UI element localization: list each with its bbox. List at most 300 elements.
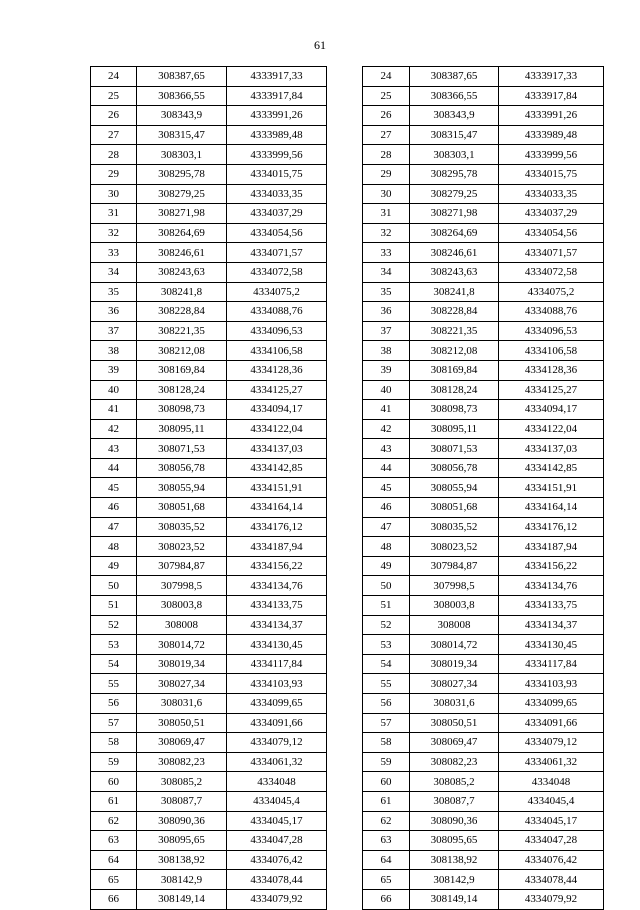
table-row <box>91 125 327 145</box>
y-coordinate-cell: 4334187,94 <box>499 537 604 557</box>
y-coordinate-cell: 4334133,75 <box>499 596 604 616</box>
point-number-cell: 24 <box>91 67 137 87</box>
y-coordinate-cell: 4333989,48 <box>227 125 327 145</box>
x-coordinate-cell: 308212,08 <box>137 341 227 361</box>
point-number-cell: 45 <box>363 478 410 498</box>
x-coordinate-cell: 307984,87 <box>137 556 227 576</box>
point-number-cell: 31 <box>91 204 137 224</box>
y-coordinate-cell: 4334125,27 <box>499 380 604 400</box>
table-row <box>363 733 604 753</box>
table-row <box>91 733 327 753</box>
table-row <box>363 282 604 302</box>
table-row <box>363 164 604 184</box>
x-coordinate-cell: 308243,63 <box>137 262 227 282</box>
point-number-cell: 55 <box>363 674 410 694</box>
x-coordinate-cell: 308090,36 <box>137 811 227 831</box>
x-coordinate-cell: 308095,11 <box>410 419 499 439</box>
point-number-cell: 50 <box>363 576 410 596</box>
table-body-left <box>91 67 327 910</box>
y-coordinate-cell: 4334037,29 <box>499 204 604 224</box>
point-number-cell: 49 <box>363 556 410 576</box>
y-coordinate-cell: 4334125,27 <box>227 380 327 400</box>
x-coordinate-cell: 308008 <box>410 615 499 635</box>
y-coordinate-cell: 4333917,84 <box>227 86 327 106</box>
table-row <box>91 635 327 655</box>
x-coordinate-cell: 308149,14 <box>137 889 227 909</box>
y-coordinate-cell: 4334075,2 <box>227 282 327 302</box>
table-body-right <box>363 67 604 910</box>
y-coordinate-cell: 4334134,37 <box>499 615 604 635</box>
x-coordinate-cell: 308221,35 <box>410 321 499 341</box>
point-number-cell: 25 <box>363 86 410 106</box>
y-coordinate-cell: 4334079,12 <box>499 733 604 753</box>
table-row <box>363 537 604 557</box>
x-coordinate-cell: 308315,47 <box>137 125 227 145</box>
table-row <box>91 772 327 792</box>
table-row <box>363 106 604 126</box>
x-coordinate-cell: 308014,72 <box>410 635 499 655</box>
point-number-cell: 52 <box>91 615 137 635</box>
table-row <box>91 419 327 439</box>
y-coordinate-cell: 4334130,45 <box>499 635 604 655</box>
point-number-cell: 64 <box>363 850 410 870</box>
point-number-cell: 43 <box>91 439 137 459</box>
y-coordinate-cell: 4334103,93 <box>227 674 327 694</box>
point-number-cell: 35 <box>363 282 410 302</box>
x-coordinate-cell: 308069,47 <box>137 733 227 753</box>
x-coordinate-cell: 308295,78 <box>410 164 499 184</box>
y-coordinate-cell: 4334156,22 <box>227 556 327 576</box>
y-coordinate-cell: 4334137,03 <box>499 439 604 459</box>
point-number-cell: 37 <box>91 321 137 341</box>
table-row <box>91 106 327 126</box>
x-coordinate-cell: 308221,35 <box>137 321 227 341</box>
table-row <box>91 889 327 909</box>
point-number-cell: 29 <box>363 164 410 184</box>
y-coordinate-cell: 4334079,12 <box>227 733 327 753</box>
y-coordinate-cell: 4334088,76 <box>227 302 327 322</box>
point-number-cell: 33 <box>363 243 410 263</box>
point-number-cell: 37 <box>363 321 410 341</box>
y-coordinate-cell: 4334076,42 <box>499 850 604 870</box>
y-coordinate-cell: 4334078,44 <box>499 870 604 890</box>
x-coordinate-cell: 308264,69 <box>137 223 227 243</box>
x-coordinate-cell: 308023,52 <box>137 537 227 557</box>
point-number-cell: 38 <box>91 341 137 361</box>
table-row <box>363 145 604 165</box>
y-coordinate-cell: 4334037,29 <box>227 204 327 224</box>
y-coordinate-cell: 4334130,45 <box>227 635 327 655</box>
y-coordinate-cell: 4334094,17 <box>499 400 604 420</box>
y-coordinate-cell: 4334045,4 <box>227 791 327 811</box>
y-coordinate-cell: 4334054,56 <box>499 223 604 243</box>
point-number-cell: 32 <box>91 223 137 243</box>
point-number-cell: 39 <box>363 360 410 380</box>
x-coordinate-cell: 308003,8 <box>137 596 227 616</box>
coordinates-table-left <box>90 66 327 910</box>
x-coordinate-cell: 308098,73 <box>137 400 227 420</box>
x-coordinate-cell: 308212,08 <box>410 341 499 361</box>
y-coordinate-cell: 4334134,37 <box>227 615 327 635</box>
table-row <box>363 811 604 831</box>
y-coordinate-cell: 4334103,93 <box>499 674 604 694</box>
table-row <box>363 635 604 655</box>
x-coordinate-cell: 308279,25 <box>137 184 227 204</box>
x-coordinate-cell: 308082,23 <box>410 752 499 772</box>
page-number: 61 <box>314 38 326 52</box>
x-coordinate-cell: 308055,94 <box>137 478 227 498</box>
x-coordinate-cell: 308243,63 <box>410 262 499 282</box>
point-number-cell: 27 <box>91 125 137 145</box>
table-row <box>91 458 327 478</box>
table-row <box>363 674 604 694</box>
point-number-cell: 64 <box>91 850 137 870</box>
table-row <box>363 850 604 870</box>
point-number-cell: 30 <box>91 184 137 204</box>
table-row <box>91 752 327 772</box>
point-number-cell: 25 <box>91 86 137 106</box>
point-number-cell: 28 <box>363 145 410 165</box>
x-coordinate-cell: 308246,61 <box>137 243 227 263</box>
point-number-cell: 59 <box>363 752 410 772</box>
table-row <box>363 713 604 733</box>
table-row <box>91 282 327 302</box>
table-row <box>363 125 604 145</box>
y-coordinate-cell: 4334045,17 <box>499 811 604 831</box>
table-row <box>363 380 604 400</box>
y-coordinate-cell: 4334151,91 <box>499 478 604 498</box>
table-row <box>91 204 327 224</box>
y-coordinate-cell: 4334106,58 <box>499 341 604 361</box>
y-coordinate-cell: 4334122,04 <box>499 419 604 439</box>
table-row <box>363 556 604 576</box>
table-row <box>91 654 327 674</box>
point-number-cell: 52 <box>363 615 410 635</box>
y-coordinate-cell: 4334117,84 <box>499 654 604 674</box>
x-coordinate-cell: 308085,2 <box>137 772 227 792</box>
y-coordinate-cell: 4334099,65 <box>499 694 604 714</box>
point-number-cell: 59 <box>91 752 137 772</box>
point-number-cell: 34 <box>91 262 137 282</box>
x-coordinate-cell: 308027,34 <box>410 674 499 694</box>
y-coordinate-cell: 4334128,36 <box>227 360 327 380</box>
point-number-cell: 41 <box>363 400 410 420</box>
y-coordinate-cell: 4334134,76 <box>499 576 604 596</box>
x-coordinate-cell: 308090,36 <box>410 811 499 831</box>
table-row <box>363 243 604 263</box>
y-coordinate-cell: 4334117,84 <box>227 654 327 674</box>
x-coordinate-cell: 308003,8 <box>410 596 499 616</box>
point-number-cell: 58 <box>363 733 410 753</box>
point-number-cell: 51 <box>91 596 137 616</box>
table-row <box>91 439 327 459</box>
x-coordinate-cell: 308051,68 <box>410 498 499 518</box>
table-row <box>91 86 327 106</box>
y-coordinate-cell: 4334048 <box>499 772 604 792</box>
y-coordinate-cell: 4333917,33 <box>227 67 327 87</box>
y-coordinate-cell: 4334076,42 <box>227 850 327 870</box>
x-coordinate-cell: 308019,34 <box>137 654 227 674</box>
y-coordinate-cell: 4334164,14 <box>227 498 327 518</box>
point-number-cell: 55 <box>91 674 137 694</box>
table-row <box>363 791 604 811</box>
table-row <box>363 223 604 243</box>
y-coordinate-cell: 4334096,53 <box>499 321 604 341</box>
y-coordinate-cell: 4334072,58 <box>227 262 327 282</box>
table-row <box>91 850 327 870</box>
y-coordinate-cell: 4334079,92 <box>227 889 327 909</box>
table-row <box>91 694 327 714</box>
point-number-cell: 47 <box>91 517 137 537</box>
point-number-cell: 57 <box>363 713 410 733</box>
point-number-cell: 26 <box>91 106 137 126</box>
point-number-cell: 39 <box>91 360 137 380</box>
table-row <box>363 184 604 204</box>
table-row <box>91 67 327 87</box>
y-coordinate-cell: 4334156,22 <box>499 556 604 576</box>
y-coordinate-cell: 4334072,58 <box>499 262 604 282</box>
point-number-cell: 24 <box>363 67 410 87</box>
x-coordinate-cell: 308095,65 <box>410 831 499 851</box>
x-coordinate-cell: 308098,73 <box>410 400 499 420</box>
y-coordinate-cell: 4333917,84 <box>499 86 604 106</box>
x-coordinate-cell: 307998,5 <box>137 576 227 596</box>
x-coordinate-cell: 308035,52 <box>137 517 227 537</box>
table-row <box>91 615 327 635</box>
x-coordinate-cell: 308056,78 <box>410 458 499 478</box>
y-coordinate-cell: 4334134,76 <box>227 576 327 596</box>
point-number-cell: 46 <box>91 498 137 518</box>
y-coordinate-cell: 4333999,56 <box>227 145 327 165</box>
table-row <box>91 400 327 420</box>
point-number-cell: 30 <box>363 184 410 204</box>
x-coordinate-cell: 308142,9 <box>137 870 227 890</box>
x-coordinate-cell: 308303,1 <box>137 145 227 165</box>
table-row <box>363 596 604 616</box>
x-coordinate-cell: 308050,51 <box>137 713 227 733</box>
x-coordinate-cell: 308087,7 <box>137 791 227 811</box>
table-row <box>363 419 604 439</box>
point-number-cell: 54 <box>363 654 410 674</box>
point-number-cell: 50 <box>91 576 137 596</box>
y-coordinate-cell: 4334075,2 <box>499 282 604 302</box>
point-number-cell: 32 <box>363 223 410 243</box>
x-coordinate-cell: 308031,6 <box>410 694 499 714</box>
point-number-cell: 42 <box>363 419 410 439</box>
table-row <box>91 674 327 694</box>
table-row <box>91 341 327 361</box>
table-row <box>91 360 327 380</box>
x-coordinate-cell: 308128,24 <box>137 380 227 400</box>
y-coordinate-cell: 4334015,75 <box>227 164 327 184</box>
x-coordinate-cell: 308023,52 <box>410 537 499 557</box>
point-number-cell: 36 <box>91 302 137 322</box>
x-coordinate-cell: 308027,34 <box>137 674 227 694</box>
table-row <box>91 517 327 537</box>
point-number-cell: 44 <box>91 458 137 478</box>
table-row <box>91 713 327 733</box>
table-row <box>363 889 604 909</box>
table-row <box>91 831 327 851</box>
table-row <box>91 262 327 282</box>
point-number-cell: 38 <box>363 341 410 361</box>
table-row <box>363 341 604 361</box>
table-row <box>363 439 604 459</box>
y-coordinate-cell: 4334176,12 <box>227 517 327 537</box>
table-row <box>91 164 327 184</box>
y-coordinate-cell: 4334061,32 <box>499 752 604 772</box>
point-number-cell: 48 <box>363 537 410 557</box>
table-row <box>91 321 327 341</box>
coordinates-table-right <box>362 66 604 910</box>
y-coordinate-cell: 4333991,26 <box>499 106 604 126</box>
y-coordinate-cell: 4334071,57 <box>499 243 604 263</box>
x-coordinate-cell: 308095,11 <box>137 419 227 439</box>
point-number-cell: 53 <box>91 635 137 655</box>
point-number-cell: 49 <box>91 556 137 576</box>
x-coordinate-cell: 308138,92 <box>137 850 227 870</box>
x-coordinate-cell: 308241,8 <box>410 282 499 302</box>
x-coordinate-cell: 308279,25 <box>410 184 499 204</box>
y-coordinate-cell: 4334128,36 <box>499 360 604 380</box>
y-coordinate-cell: 4334054,56 <box>227 223 327 243</box>
point-number-cell: 26 <box>363 106 410 126</box>
x-coordinate-cell: 308271,98 <box>137 204 227 224</box>
y-coordinate-cell: 4334176,12 <box>499 517 604 537</box>
x-coordinate-cell: 308246,61 <box>410 243 499 263</box>
y-coordinate-cell: 4334133,75 <box>227 596 327 616</box>
point-number-cell: 66 <box>363 889 410 909</box>
point-number-cell: 48 <box>91 537 137 557</box>
table-row <box>363 831 604 851</box>
point-number-cell: 35 <box>91 282 137 302</box>
x-coordinate-cell: 308303,1 <box>410 145 499 165</box>
y-coordinate-cell: 4334094,17 <box>227 400 327 420</box>
x-coordinate-cell: 308142,9 <box>410 870 499 890</box>
point-number-cell: 29 <box>91 164 137 184</box>
table-row <box>363 517 604 537</box>
x-coordinate-cell: 308128,24 <box>410 380 499 400</box>
y-coordinate-cell: 4334099,65 <box>227 694 327 714</box>
x-coordinate-cell: 308014,72 <box>137 635 227 655</box>
point-number-cell: 28 <box>91 145 137 165</box>
x-coordinate-cell: 308019,34 <box>410 654 499 674</box>
table-row <box>363 262 604 282</box>
y-coordinate-cell: 4333989,48 <box>499 125 604 145</box>
table-row <box>363 478 604 498</box>
point-number-cell: 42 <box>91 419 137 439</box>
y-coordinate-cell: 4334096,53 <box>227 321 327 341</box>
x-coordinate-cell: 308366,55 <box>410 86 499 106</box>
point-number-cell: 47 <box>363 517 410 537</box>
table-row <box>363 694 604 714</box>
y-coordinate-cell: 4334142,85 <box>499 458 604 478</box>
table-row <box>363 67 604 87</box>
point-number-cell: 56 <box>91 694 137 714</box>
x-coordinate-cell: 308387,65 <box>137 67 227 87</box>
point-number-cell: 62 <box>91 811 137 831</box>
point-number-cell: 41 <box>91 400 137 420</box>
point-number-cell: 46 <box>363 498 410 518</box>
x-coordinate-cell: 308169,84 <box>137 360 227 380</box>
x-coordinate-cell: 308008 <box>137 615 227 635</box>
x-coordinate-cell: 308071,53 <box>410 439 499 459</box>
y-coordinate-cell: 4334106,58 <box>227 341 327 361</box>
x-coordinate-cell: 308069,47 <box>410 733 499 753</box>
table-row <box>363 302 604 322</box>
point-number-cell: 57 <box>91 713 137 733</box>
y-coordinate-cell: 4334033,35 <box>499 184 604 204</box>
x-coordinate-cell: 308051,68 <box>137 498 227 518</box>
point-number-cell: 58 <box>91 733 137 753</box>
point-number-cell: 53 <box>363 635 410 655</box>
point-number-cell: 36 <box>363 302 410 322</box>
y-coordinate-cell: 4334045,4 <box>499 791 604 811</box>
point-number-cell: 60 <box>363 772 410 792</box>
point-number-cell: 63 <box>91 831 137 851</box>
point-number-cell: 62 <box>363 811 410 831</box>
y-coordinate-cell: 4334137,03 <box>227 439 327 459</box>
y-coordinate-cell: 4334047,28 <box>227 831 327 851</box>
y-coordinate-cell: 4334045,17 <box>227 811 327 831</box>
x-coordinate-cell: 308056,78 <box>137 458 227 478</box>
table-row <box>91 478 327 498</box>
point-number-cell: 51 <box>363 596 410 616</box>
table-row <box>91 380 327 400</box>
y-coordinate-cell: 4334061,32 <box>227 752 327 772</box>
point-number-cell: 61 <box>91 791 137 811</box>
point-number-cell: 65 <box>91 870 137 890</box>
y-coordinate-cell: 4334048 <box>227 772 327 792</box>
y-coordinate-cell: 4334079,92 <box>499 889 604 909</box>
y-coordinate-cell: 4334142,85 <box>227 458 327 478</box>
table-row <box>363 458 604 478</box>
x-coordinate-cell: 308071,53 <box>137 439 227 459</box>
point-number-cell: 31 <box>363 204 410 224</box>
x-coordinate-cell: 308343,9 <box>137 106 227 126</box>
table-row <box>91 145 327 165</box>
point-number-cell: 65 <box>363 870 410 890</box>
x-coordinate-cell: 308228,84 <box>410 302 499 322</box>
y-coordinate-cell: 4334078,44 <box>227 870 327 890</box>
y-coordinate-cell: 4334033,35 <box>227 184 327 204</box>
point-number-cell: 61 <box>363 791 410 811</box>
y-coordinate-cell: 4334151,91 <box>227 478 327 498</box>
x-coordinate-cell: 308264,69 <box>410 223 499 243</box>
point-number-cell: 44 <box>363 458 410 478</box>
y-coordinate-cell: 4333991,26 <box>227 106 327 126</box>
x-coordinate-cell: 308387,65 <box>410 67 499 87</box>
x-coordinate-cell: 308366,55 <box>137 86 227 106</box>
x-coordinate-cell: 308343,9 <box>410 106 499 126</box>
x-coordinate-cell: 308169,84 <box>410 360 499 380</box>
table-row <box>363 576 604 596</box>
y-coordinate-cell: 4334091,66 <box>227 713 327 733</box>
point-number-cell: 60 <box>91 772 137 792</box>
table-row <box>363 321 604 341</box>
x-coordinate-cell: 308241,8 <box>137 282 227 302</box>
table-row <box>91 870 327 890</box>
x-coordinate-cell: 308087,7 <box>410 791 499 811</box>
y-coordinate-cell: 4334071,57 <box>227 243 327 263</box>
x-coordinate-cell: 308149,14 <box>410 889 499 909</box>
y-coordinate-cell: 4334164,14 <box>499 498 604 518</box>
y-coordinate-cell: 4334088,76 <box>499 302 604 322</box>
table-row <box>91 791 327 811</box>
x-coordinate-cell: 308271,98 <box>410 204 499 224</box>
table-row <box>363 400 604 420</box>
x-coordinate-cell: 308031,6 <box>137 694 227 714</box>
